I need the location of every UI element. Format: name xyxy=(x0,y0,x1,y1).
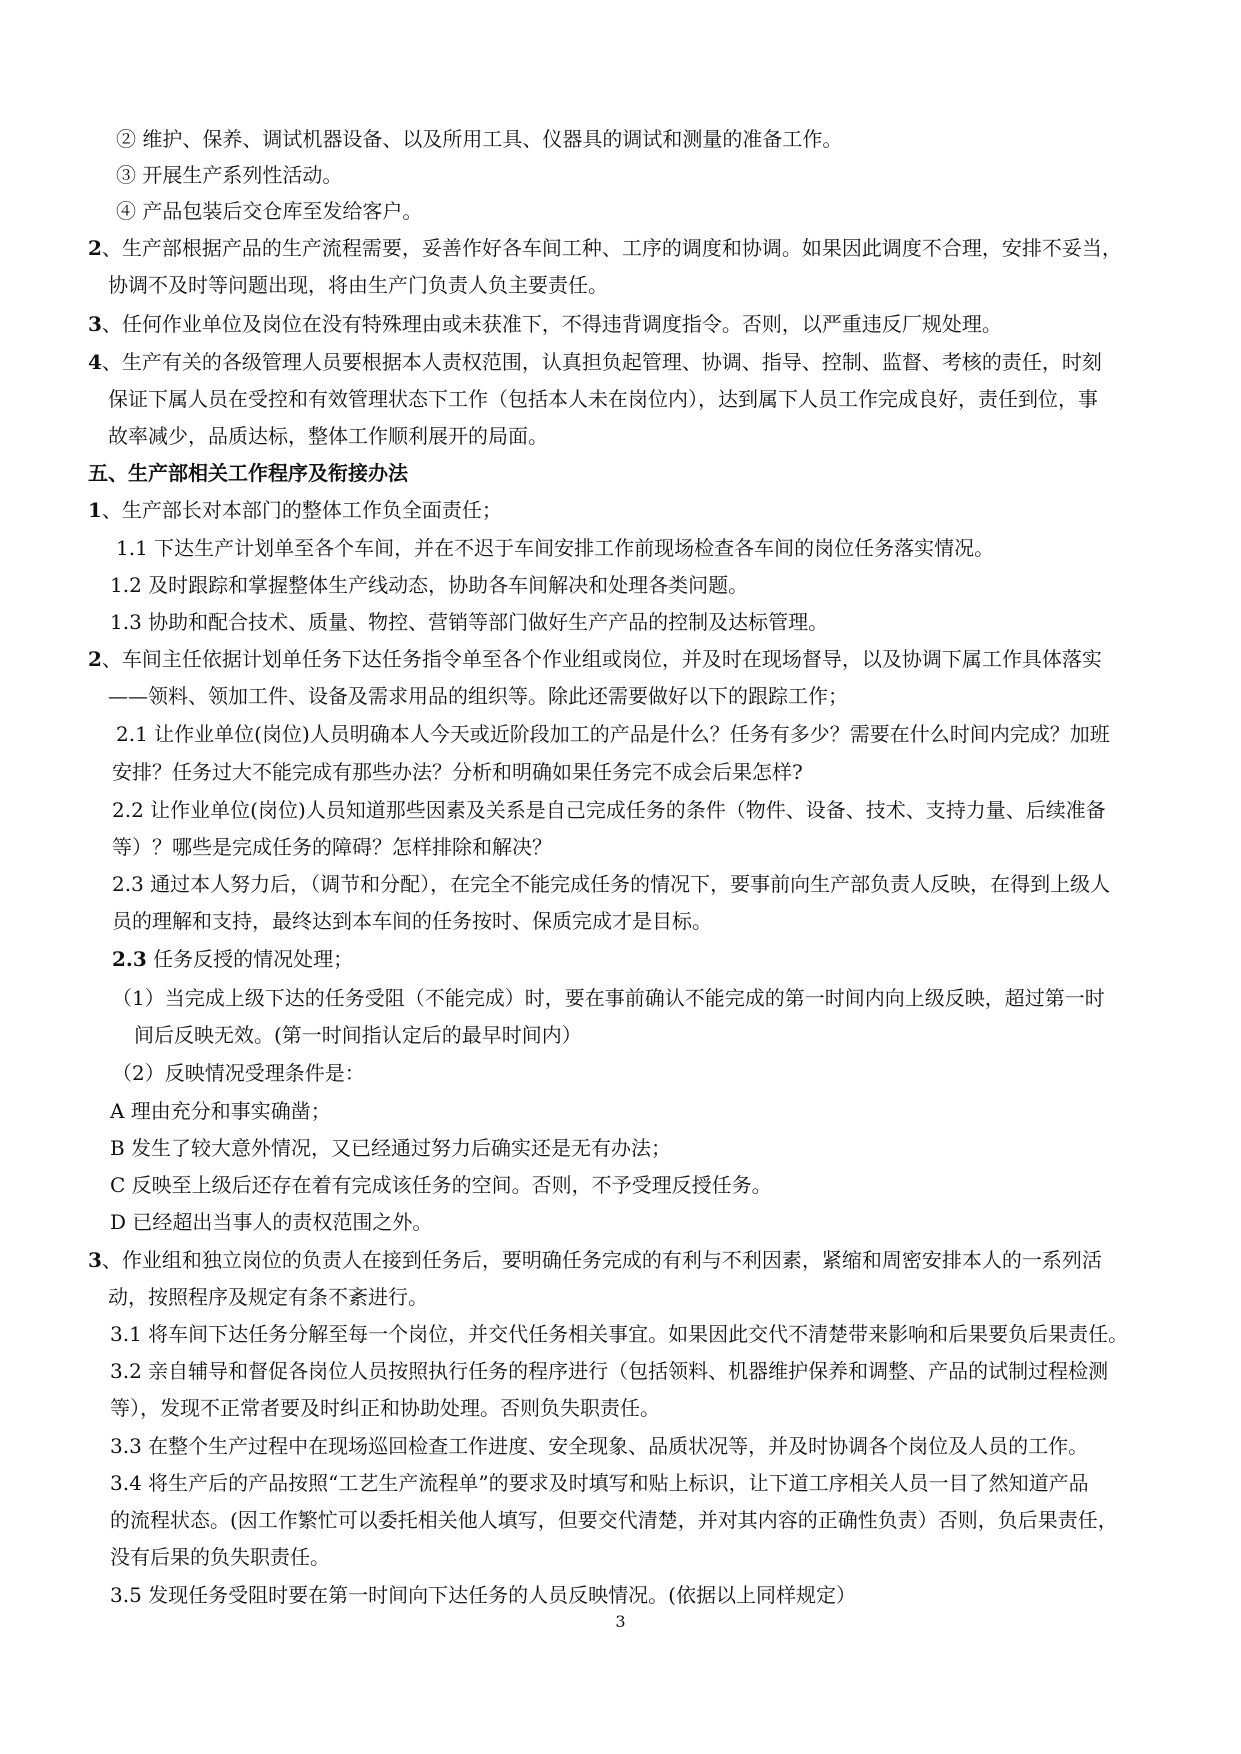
item-text: 协调不及时等问题出现，将由生产门负责人负主要责任。 xyxy=(108,273,608,297)
sub-item-3-4-line-2 xyxy=(110,1505,1118,1535)
sub-item-3-4-line-1 xyxy=(110,1468,1089,1498)
item-text: 安排？任务过大不能完成有那些办法？分析和明确如果任务完不成会后果怎样? xyxy=(112,760,803,784)
sub-item-2-3-heading xyxy=(112,944,353,974)
condition-b xyxy=(110,1133,671,1163)
item-number: 2 xyxy=(88,236,102,260)
section-item-2-line-2 xyxy=(108,681,848,711)
item-text: 员的理解和支持，最终达到本车间的任务按时、保质完成才是目标。 xyxy=(112,909,712,933)
item-text: 等），发现不正常者要及时纠正和协助处理。否则负失职责任。 xyxy=(110,1396,660,1420)
paragraph-2-line-2 xyxy=(108,270,608,300)
item-text: 等）？哪些是完成任务的障碍？怎样排除和解决？ xyxy=(112,835,552,859)
item-text: D 已经超出当事人的责权范围之外。 xyxy=(110,1210,433,1234)
sub-item-3-2-line-2 xyxy=(110,1393,660,1423)
condition-a xyxy=(110,1096,331,1126)
item-number: 3 xyxy=(88,312,102,336)
item-text: 任务反授的情况处理； xyxy=(146,947,354,971)
item-text: 保证下属人员在受控和有效管理状态下工作（包括本人未在岗位内），达到属下人员工作完成良好，责任到位，事 xyxy=(108,387,1098,411)
item-text: 1.3 协助和配合技术、质量、物控、营销等部门做好生产产品的控制及达标管理。 xyxy=(110,610,829,634)
item-text: （1）当完成上级下达的任务受阻（不能完成）时，要在事前确认不能完成的第一时间内向上级反映，超过第一时 xyxy=(112,986,1105,1010)
item-text: 、车间主任依据计划单任务下达任务指令单至各个作业组或岗位，并及时在现场督导，以及协调下属工作具体落实 xyxy=(101,647,1102,671)
item-text: 、作业组和独立岗位的负责人在接到任务后，要明确任务完成的有利与不利因素，紧缩和周密安排本人的一系列活 xyxy=(101,1248,1102,1272)
paragraph-3-line-1 xyxy=(88,309,1002,339)
item-text: 、任何作业单位及岗位在没有特殊理由或未获准下，不得违背调度指令。否则，以严重违反厂规处理。 xyxy=(101,312,1002,336)
item-text: 2.1 让作业单位(岗位)人员明确本人今天或近阶段加工的产品是什么？任务有多少？需要在什么时间内完成？加班 xyxy=(116,722,1110,746)
item-text: ② 维护、保养、调试机器设备、以及所用工具、仪器具的调试和测量的准备工作。 xyxy=(116,127,843,151)
item-text: 没有后果的负失职责任。 xyxy=(110,1545,330,1569)
sub-item-2-2-line-2 xyxy=(112,832,552,862)
item-text: 1.2 及时跟踪和掌握整体生产线动态，协助各车间解决和处理各类问题。 xyxy=(110,573,749,597)
sub-item-2-2-line-1 xyxy=(112,795,1106,825)
heading-text: 五、生产部相关工作程序及衔接办法 xyxy=(88,461,408,485)
item-text: 3.2 亲自辅导和督促各岗位人员按照执行任务的程序进行（包括领料、机器维护保养和调整、产品的试制过程检测 xyxy=(110,1359,1109,1383)
sub-item-3-3 xyxy=(110,1431,1088,1461)
item-text: 间后反映无效。(第一时间指认定后的最早时间内） xyxy=(134,1023,582,1047)
paragraph-4-line-3 xyxy=(108,421,548,451)
paragraph-4-line-2 xyxy=(108,384,1098,414)
section-item-1 xyxy=(88,495,502,525)
paragraph-4-line-1 xyxy=(88,347,1102,377)
item-text: ——领料、领加工件、设备及需求用品的组织等。除此还需要做好以下的跟踪工作； xyxy=(108,684,848,708)
item-number: 2.3 xyxy=(112,947,147,971)
item-text: 故率减少，品质达标，整体工作顺利展开的局面。 xyxy=(108,424,548,448)
item-text: 3.1 将车间下达任务分解至每一个岗位，并交代任务相关事宜。如果因此交代不清楚带来影响和后果要负后果责任。 xyxy=(110,1322,1129,1346)
sub-point-1-line-1 xyxy=(112,983,1105,1013)
item-text: 、生产部根据产品的生产流程需要，妥善作好各车间工种、工序的调度和协调。如果因此调度不合理，安排不妥当， xyxy=(101,236,1122,260)
item-text: 、生产部长对本部门的整体工作负全面责任； xyxy=(101,498,502,522)
list-item-circle-2 xyxy=(116,124,842,154)
list-item-circle-3 xyxy=(116,160,342,190)
condition-c xyxy=(110,1170,772,1200)
item-text: C 反映至上级后还存在着有完成该任务的空间。否则，不予受理反授任务。 xyxy=(110,1173,772,1197)
section-heading xyxy=(88,458,408,488)
sub-item-3-1 xyxy=(110,1319,1128,1349)
sub-item-2-3-line-1 xyxy=(112,869,1110,899)
item-text: 1.1 下达生产计划单至各个车间，并在不迟于车间安排工作前现场检查各车间的岗位任务落实情况。 xyxy=(116,536,995,560)
item-text: 3.5 发现任务受阻时要在第一时间向下达任务的人员反映情况。(依据以上同样规定） xyxy=(110,1583,856,1607)
sub-item-3-2-line-1 xyxy=(110,1356,1108,1386)
sub-item-2-1-line-1 xyxy=(116,719,1110,749)
item-text: B 发生了较大意外情况，又已经通过努力后确实还是无有办法； xyxy=(110,1136,672,1160)
sub-item-2-1-line-2 xyxy=(112,757,803,787)
item-number: 3 xyxy=(88,1248,102,1272)
page-number: 3 xyxy=(615,1612,626,1631)
item-text: 3.3 在整个生产过程中在现场巡回检查工作进度、安全现象、品质状况等，并及时协调各个岗位及人员的工作。 xyxy=(110,1434,1089,1458)
item-text: A 理由充分和事实确凿； xyxy=(110,1099,331,1123)
paragraph-2-line-1 xyxy=(88,233,1122,263)
item-text: 3.4 将生产后的产品按照“工艺生产流程单”的要求及时填写和贴上标识，让下道工序相关人员一目了然知道产品 xyxy=(110,1471,1089,1495)
section-item-2-line-1 xyxy=(88,644,1102,674)
sub-point-1-line-2 xyxy=(134,1020,582,1050)
item-number: 1 xyxy=(88,498,102,522)
sub-item-1-2 xyxy=(110,570,748,600)
item-number: 2 xyxy=(88,647,102,671)
list-item-circle-4 xyxy=(116,196,422,226)
item-text: ④ 产品包装后交仓库至发给客户。 xyxy=(116,199,423,223)
item-number: 4 xyxy=(88,350,102,374)
section-item-3-line-1 xyxy=(88,1245,1102,1275)
sub-item-3-5 xyxy=(110,1580,856,1610)
sub-item-1-3 xyxy=(110,607,828,637)
item-text: 、生产有关的各级管理人员要根据本人责权范围，认真担负起管理、协调、指导、控制、监督、考核的责任，时刻 xyxy=(101,350,1102,374)
item-text: 2.3 通过本人努力后，（调节和分配），在完全不能完成任务的情况下，要事前向生产部负责人反映，在得到上级人 xyxy=(112,872,1111,896)
item-text: 2.2 让作业单位(岗位)人员知道那些因素及关系是自己完成任务的条件（物件、设备、技术、支持力量、后续准备 xyxy=(112,798,1106,822)
sub-item-1-1 xyxy=(116,533,994,563)
condition-d xyxy=(110,1207,432,1237)
item-text: （2）反映情况受理条件是： xyxy=(112,1061,365,1085)
sub-item-3-4-line-3 xyxy=(110,1542,330,1572)
item-text: 的流程状态。(因工作繁忙可以委托相关他人填写，但要交代清楚，并对其内容的正确性负责）否则，负后果责任， xyxy=(110,1508,1118,1532)
item-text: ③ 开展生产系列性活动。 xyxy=(116,163,343,187)
sub-point-2 xyxy=(112,1058,365,1088)
item-text: 动，按照程序及规定有条不紊进行。 xyxy=(108,1285,428,1309)
sub-item-2-3-line-2 xyxy=(112,906,712,936)
section-item-3-line-2 xyxy=(108,1282,428,1312)
